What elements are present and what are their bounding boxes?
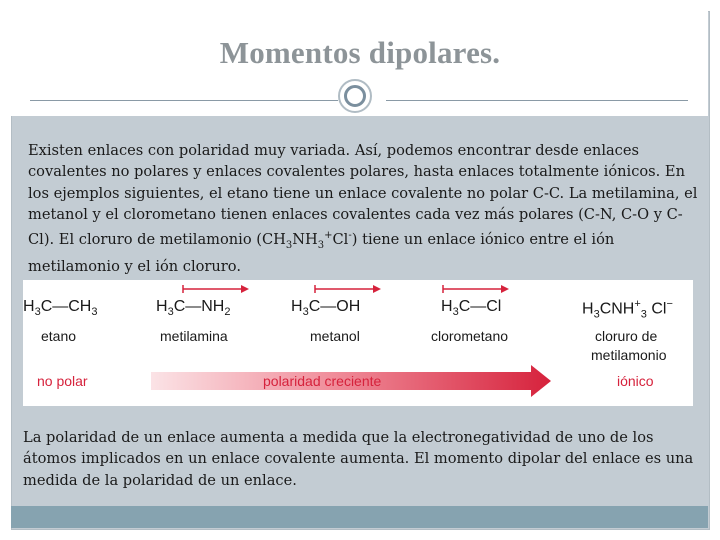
body-text-part: NH — [292, 231, 318, 249]
body-superscript: + — [324, 230, 333, 242]
footer-bar — [11, 506, 708, 528]
body-paragraph — [28, 140, 700, 278]
body-subscript: 3 — [317, 239, 325, 251]
gradient-label: polaridad creciente — [263, 373, 382, 389]
body-text-part: Existen enlaces con polaridad muy variada. Así, podemos encontrar desde enlaces covalentes no polares y enlaces covalentes polares, hasta enlaces totalmente iónicos. En los ejemplos siguientes, el etano tiene un enlace covalente no polar C-C. La metilamina, el metanol y el clorometano tienen enlaces covalentes cada vez más polares (C-N, C-O y C-Cl). El cloruro de metilamonio (CH — [28, 142, 698, 249]
molecule-formula: $H_3C—CH_3$ — [23, 298, 98, 319]
dipole-arrow-icon — [181, 284, 251, 294]
ionic-formula: $H_3CNH^+_3$ Cl− — [582, 298, 673, 321]
title-rule-left — [30, 100, 338, 101]
body-subscript: 3 — [285, 239, 293, 251]
molecule-name: clorometano — [431, 328, 509, 344]
slide-title: Momentos dipolares. — [219, 35, 501, 70]
ionic-name-line2: metilamonio — [591, 347, 667, 363]
body-superscript: - — [348, 230, 352, 242]
ornament-ring-icon — [338, 79, 372, 113]
molecule-name: metilamina — [160, 328, 228, 344]
dipole-arrow-icon — [313, 284, 383, 294]
molecule-formula: $H_3C—OH$ — [291, 298, 361, 319]
molecule-formula: $H_3C—Cl$ — [441, 298, 502, 319]
title-rule-right — [386, 100, 688, 101]
molecule-name: etano — [41, 328, 77, 344]
ionic-label: iónico — [617, 373, 654, 389]
body-text-part: ) tiene un enlace iónico entre el ión metilamonio y el ión cloruro. — [28, 231, 615, 276]
polarity-figure — [23, 280, 693, 406]
molecule-formula: $H_3C—NH_2$ — [156, 298, 231, 319]
conclusion-paragraph: La polaridad de un enlace aumenta a medida que la electronegatividad de uno de los átomos implicados en un enlace covalente aumenta. El momento dipolar del enlace es una medida de la polaridad de un enlace. — [23, 429, 694, 489]
ionic-name-line1: cloruro de — [595, 328, 658, 344]
body-text-part: Cl — [332, 231, 349, 249]
dipole-arrow-icon — [441, 284, 511, 294]
molecule-name: metanol — [310, 328, 360, 344]
no-polar-label: no polar — [37, 373, 88, 389]
